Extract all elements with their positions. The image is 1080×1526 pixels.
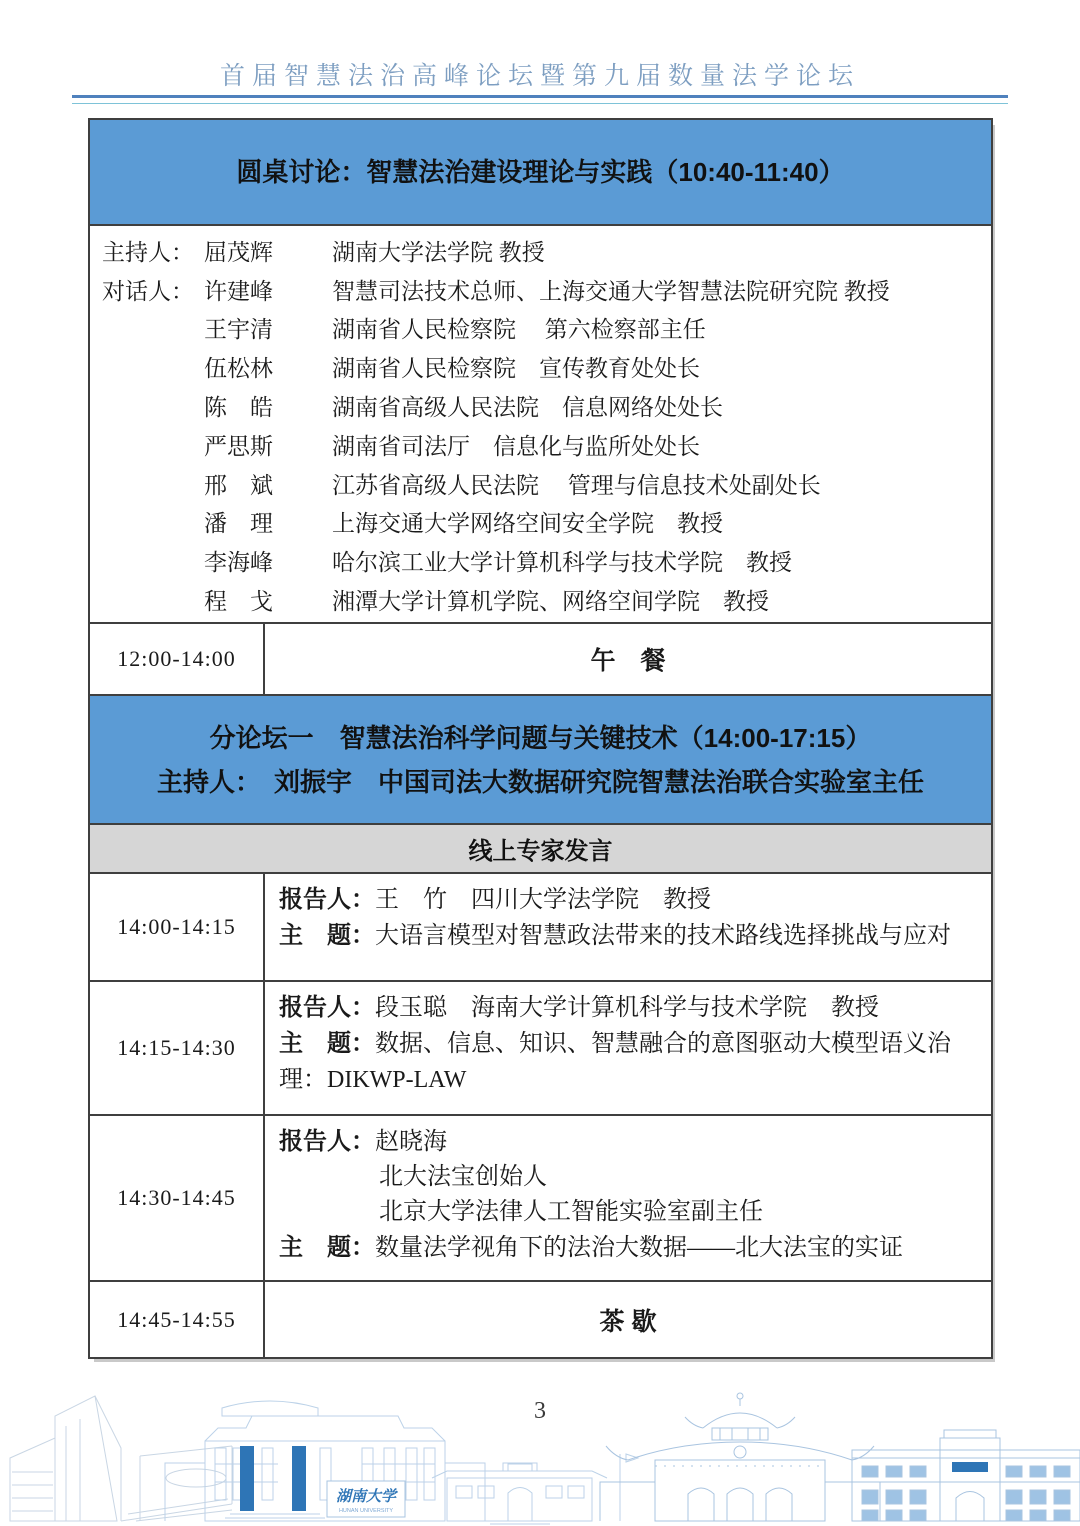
- agenda-table: [88, 118, 993, 1359]
- participant-row: [102, 347, 991, 386]
- participant-row: [102, 580, 991, 619]
- session-speaker-line: [279, 990, 977, 1026]
- session-topic-line: [279, 1230, 977, 1266]
- session-row: [90, 980, 991, 1114]
- participant-affiliation: 湘潭大学计算机学院、网络空间学院 教授: [332, 589, 769, 615]
- speaker-text: 段玉聪 海南大学计算机科学与技术学院 教授: [375, 995, 879, 1021]
- participant-name: 程 戈: [204, 589, 273, 615]
- participant-row: [102, 541, 991, 580]
- participant-name: 屈茂辉: [204, 239, 273, 265]
- tea-break-row: [90, 1280, 991, 1357]
- topic-text: 数据、信息、知识、智慧融合的意图驱动大模型语义治理：DIKWP-LAW: [279, 1031, 951, 1093]
- campus-illustration: [0, 1386, 1080, 1526]
- participant-affiliation: 江苏省高级人民法院 管理与信息技术处副处长: [332, 472, 821, 498]
- roundtable-title: 圆桌讨论：智慧法治建设理论与实践（10:40-11:40）: [236, 157, 845, 187]
- session-speaker-line: [279, 1124, 977, 1160]
- participant-name: 伍松林: [204, 356, 273, 382]
- roundtable-participants: [90, 224, 991, 622]
- roundtable-banner: [90, 120, 991, 224]
- main-building-art: [165, 1401, 485, 1521]
- participant-affiliation: 湖南省司法厅 信息化与监所处处长: [332, 433, 700, 459]
- participant-name: 严思斯: [204, 433, 273, 459]
- participant-name: 李海峰: [204, 550, 273, 576]
- participant-affiliation: 智慧司法技术总师、上海交通大学智慧法院研究院 教授: [332, 278, 890, 304]
- participant-row: [102, 386, 991, 425]
- right-building-art: [852, 1430, 1080, 1521]
- session-body: [265, 982, 991, 1114]
- topic-text: 大语言模型对智慧政法带来的技术路线选择挑战与应对: [375, 923, 951, 949]
- speaker-text: 王 竹 四川大学法学院 教授: [375, 887, 711, 913]
- session-body: [265, 874, 991, 980]
- participant-row: [102, 464, 991, 503]
- participant-affiliation: 湖南省高级人民法院 信息网络处处长: [332, 395, 723, 421]
- subforum-title: 分论坛一 智慧法治科学问题与关键技术（14:00-17:15）: [209, 722, 872, 753]
- participant-affiliation: 湖南省人民检察院 宣传教育处处长: [332, 356, 700, 382]
- university-sign: [327, 1481, 405, 1517]
- participant-row: [102, 231, 991, 270]
- subforum-host-line: 主持人： 刘振宇 中国司法大数据研究院智慧法治联合实验室主任: [156, 766, 924, 797]
- university-sign-text: 湖南大学: [335, 1489, 397, 1505]
- session-body: [265, 1116, 991, 1280]
- session-speaker-line: [279, 882, 977, 918]
- topic-label: 主 题：: [279, 1234, 375, 1261]
- subforum-banner: [90, 694, 991, 823]
- participant-role: 对话人：: [102, 278, 194, 304]
- session-topic-line: [279, 1026, 977, 1098]
- tea-break-time: 14:45-14:55: [90, 1282, 265, 1357]
- modern-building-art: [10, 1396, 232, 1521]
- topic-label: 主 题：: [279, 922, 375, 949]
- topic-text: 数量法学视角下的法治大数据——北大法宝的实证: [375, 1235, 903, 1261]
- online-session-bar: [90, 823, 991, 872]
- online-session-title: 线上专家发言: [468, 838, 613, 865]
- speaker-label: 报告人：: [279, 886, 375, 913]
- participant-affiliation: 上海交通大学网络空间安全学院 教授: [332, 511, 723, 537]
- speaker-title-line: 北京大学法律人工智能实验室副主任: [379, 1199, 763, 1225]
- participant-name: 邢 斌: [204, 472, 273, 498]
- university-sign-en: HUNAN UNIVERSITY: [338, 1508, 394, 1514]
- session-time: 14:00-14:15: [90, 874, 265, 980]
- speaker-text: 赵晓海: [375, 1129, 447, 1155]
- lunch-row: [90, 622, 991, 694]
- topic-label: 主 题：: [279, 1030, 375, 1057]
- speaker-label: 报告人：: [279, 1128, 375, 1155]
- lunch-time: 12:00-14:00: [90, 624, 265, 694]
- participant-name: 王宇清: [204, 317, 273, 343]
- session-topic-line: [279, 918, 977, 954]
- gate-building-art: [432, 1454, 638, 1524]
- session-row: [90, 1114, 991, 1280]
- participant-row: [102, 503, 991, 542]
- page-header-title: 首届智慧法治高峰论坛暨第九届数量法学论坛: [219, 63, 860, 90]
- participant-affiliation: 哈尔滨工业大学计算机科学与技术学院 教授: [332, 550, 792, 576]
- speaker-label: 报告人：: [279, 994, 375, 1021]
- lunch-label: 午 餐: [590, 647, 666, 675]
- session-row: [90, 872, 991, 980]
- participant-row: [102, 309, 991, 348]
- session-time: 14:30-14:45: [90, 1116, 265, 1280]
- participant-name: 许建峰: [204, 278, 273, 304]
- tea-break-label: 茶 歇: [599, 1307, 657, 1336]
- participant-affiliation: 湖南大学法学院 教授: [332, 239, 545, 265]
- participant-name: 陈 皓: [204, 395, 273, 421]
- header-divider: [72, 95, 1008, 104]
- participant-row: [102, 425, 991, 464]
- participant-affiliation: 湖南省人民检察院 第六检察部主任: [332, 317, 706, 343]
- pavilion-art: [600, 1393, 880, 1521]
- speaker-title-line: 北大法宝创始人: [379, 1164, 547, 1190]
- participant-name: 潘 理: [204, 511, 273, 537]
- session-time: 14:15-14:30: [90, 982, 265, 1114]
- participant-role: 主持人：: [102, 239, 194, 265]
- participant-row: [102, 270, 991, 309]
- page-number: 3: [534, 1398, 546, 1424]
